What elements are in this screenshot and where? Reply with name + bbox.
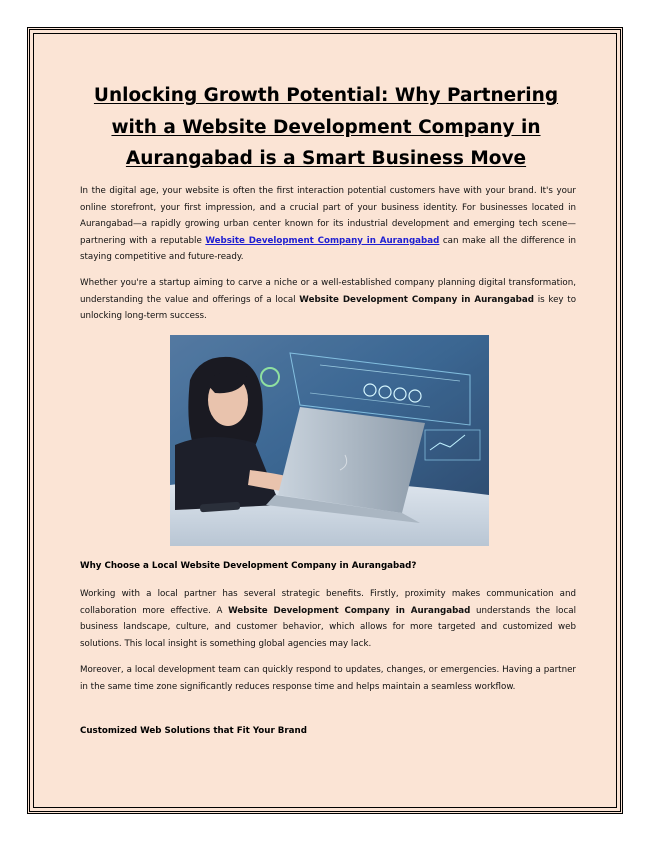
website-development-link[interactable]: Website Development Company in Aurangabad xyxy=(205,235,440,246)
para2-text-start: Whether you're a startup aiming to carve a niche or a well-established company planning digital transformation, understanding the value and offerings of a local xyxy=(80,278,576,305)
s1p1-text-start: Working with a local partner has several strategic benefits. Firstly, proximity makes communication and collaboration more effective. A xyxy=(80,589,576,616)
section-heading-local: Why Choose a Local Website Development Company in Aurangabad? xyxy=(80,561,417,571)
document-page xyxy=(27,27,623,814)
intro-text-start: In the digital age, your website is often the first interaction potential customers have with your brand. It's your online storefront, your first impression, and a crucial part of your business identity. For businesses located in Aurangabad—a rapidly growing urban center known for its industrial development and emerging tech scene—partnering with a reputable xyxy=(80,186,576,246)
section-heading-customized: Customized Web Solutions that Fit Your Brand xyxy=(80,726,307,736)
laptop-hologram-illustration xyxy=(170,335,489,546)
article-title: Unlocking Growth Potential: Why Partnering with a Website Development Company in Aurangabad is a Smart Business Move xyxy=(93,85,559,169)
article-image xyxy=(170,335,489,546)
second-paragraph xyxy=(80,275,576,325)
para2-text-end: is key to unlocking long-term success. xyxy=(80,294,577,322)
para2-bold-keyword: Website Development Company in Aurangabad xyxy=(299,294,534,305)
s1p1-bold-keyword: Website Development Company in Aurangabad xyxy=(228,605,471,616)
intro-paragraph xyxy=(80,183,576,266)
section1-paragraph2: Moreover, a local development team can quickly respond to updates, changes, or emergencies. Having a partner in the same time zone significantly reduces response time and helps maintain a seamless workflow. xyxy=(80,665,576,692)
intro-text-end: can make all the difference in staying competitive and future-ready. xyxy=(80,235,576,263)
s1p1-text-end: understands the local business landscape, culture, and customer behavior, which allows for more targeted and customized web solutions. This local insight is something global agencies may lack. xyxy=(80,605,576,649)
section1-paragraph1 xyxy=(80,586,576,652)
